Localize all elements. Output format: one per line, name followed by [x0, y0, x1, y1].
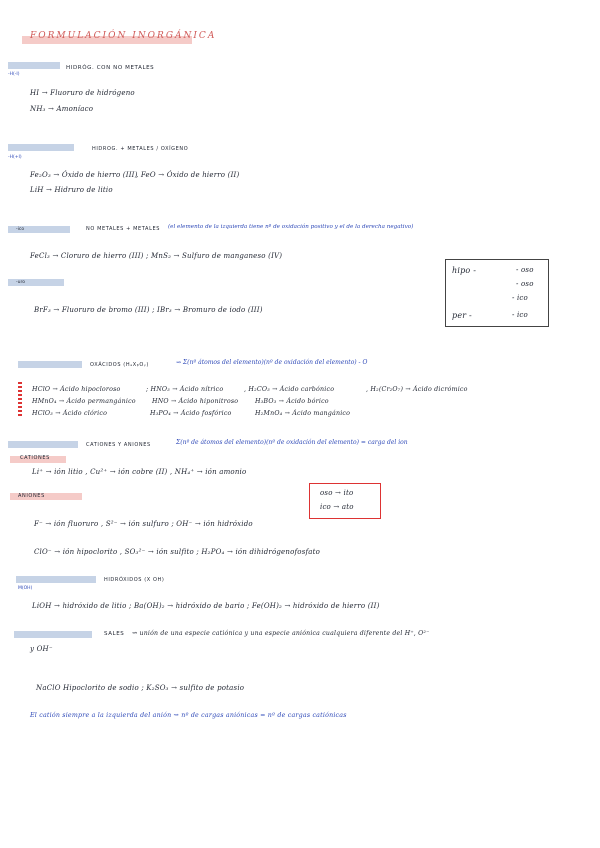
section-tag: -H(-I)	[8, 72, 20, 77]
section-tag: -H(+I)	[8, 155, 22, 160]
item-line: BrF₃ → Fluoruro de bromo (III) ; IBr₃ → Bromuro de iodo (III)	[34, 306, 263, 314]
section-note: Σ(nº de átomos del elemento)(nº de oxidación del elemento) = carga del ion	[176, 439, 408, 446]
suffix-text: - oso	[516, 280, 534, 288]
red-squiggle-mark	[18, 382, 22, 418]
page-title: FORMULACIÓN INORGÁNICA	[30, 31, 217, 41]
suffix-rule: oso → ito	[320, 489, 354, 497]
acid-item: HMnO₄ → Ácido permangánico	[32, 398, 136, 405]
item-line: Li⁺ → ión litio , Cu²⁺ → ión cobre (II) , NH₄⁺ → ión amonio	[32, 468, 247, 476]
section-heading: HIDROG. + METALES / OXÍGENO	[92, 146, 189, 152]
acid-item: , H₂CO₃ → Ácido carbónico	[244, 386, 335, 393]
item-line: Fe₂O₃ → Óxido de hierro (III)	[30, 171, 138, 179]
prefix-hipo: hipo -	[452, 266, 477, 275]
section-note: (el elemento de la izquierda tiene nº de oxidación positivo y el de la derecha negativo)	[168, 224, 414, 230]
item-line: ClO⁻ → ión hipoclorito , SO₃²⁻ → ión sulfito ; H₂PO₄ → ión dihidrógenofosfato	[34, 548, 321, 556]
section-tag: -uro	[16, 280, 25, 285]
section-heading: CATIONES Y ANIONES	[86, 442, 151, 448]
section-tag: M(OH)	[18, 586, 33, 591]
section-bar	[18, 361, 82, 368]
acid-item: HClO₃ → Ácido clórico	[32, 410, 108, 417]
item-line: HI → Fluoruro de hidrógeno	[30, 89, 135, 97]
footer-note: El catión siempre a la izquierda del anión ⇝ nº de cargas aniónicas = nº de cargas catiónicas	[30, 712, 347, 719]
acid-item: HClO → Ácido hipocloroso	[32, 386, 121, 393]
acid-item: HNO → Ácido hiponitroso	[152, 398, 239, 405]
section-heading: SALES	[104, 631, 125, 637]
prefix-per: per -	[452, 311, 472, 320]
section-bar	[8, 62, 60, 69]
item-line: FeCl₃ → Cloruro de hierro (III) ; MnS₂ → Sulfuro de manganeso (IV)	[30, 252, 283, 260]
section-bar	[16, 576, 96, 583]
suffix-text: - oso	[516, 266, 534, 274]
section-tag: -ico	[16, 227, 25, 232]
item-line: NH₃ → Amoníaco	[30, 105, 94, 113]
section-note: ⇝ unión de una especie catiónica y una especie aniónica cualquiera diferente del H⁺, O²⁻	[132, 630, 430, 637]
section-heading: OXÁCIDOS (HₐXᵦOᵧ)	[90, 362, 149, 368]
acid-item: ; HNO₃ → Ácido nítrico	[146, 386, 224, 393]
section-heading: HIDRÓXIDOS (X OH)	[104, 577, 165, 583]
item-line: F⁻ → ión fluoruro , S²⁻ → ión sulfuro ; OH⁻ → ión hidróxido	[34, 520, 253, 528]
acid-item: H₃BO₃ → Ácido bórico	[255, 398, 329, 405]
item-line: , FeO → Óxido de hierro (II)	[136, 171, 240, 179]
section-note-cont: y OH⁻	[30, 645, 53, 653]
acid-item: H₂MnO₄ → Ácido mangánico	[255, 410, 351, 417]
section-bar	[8, 144, 74, 151]
subheading-cationes: CATIONES	[20, 455, 50, 461]
item-line: NaClO Hipoclorito de sodio ; K₂SO₃ → sulfito de potasio	[36, 684, 245, 692]
suffix-rule: ico → ato	[320, 503, 354, 511]
subheading-aniones: ANIONES	[18, 493, 45, 499]
section-note: ⇝ Σ(nº átomos del elemento)(nº de oxidación del elemento) - O	[176, 359, 368, 366]
item-line: LiH → Hidruro de litio	[30, 186, 113, 194]
section-heading: NO METALES + METALES	[86, 226, 160, 232]
acid-item: H₃PO₄ → Ácido fosfórico	[150, 410, 232, 417]
section-heading: HIDRÓG. CON NO METALES	[66, 65, 155, 71]
item-line: LiOH → hidróxido de litio ; Ba(OH)₂ → hidróxido de bario ; Fe(OH)₂ → hidróxido de hierro (II)	[32, 602, 380, 610]
suffix-text: - ico	[512, 294, 528, 302]
section-bar	[8, 441, 78, 448]
acid-item: , H₂(Cr₂O₇) → Ácido dicrómico	[366, 386, 468, 393]
section-bar	[14, 631, 92, 638]
suffix-text: - ico	[512, 311, 528, 319]
